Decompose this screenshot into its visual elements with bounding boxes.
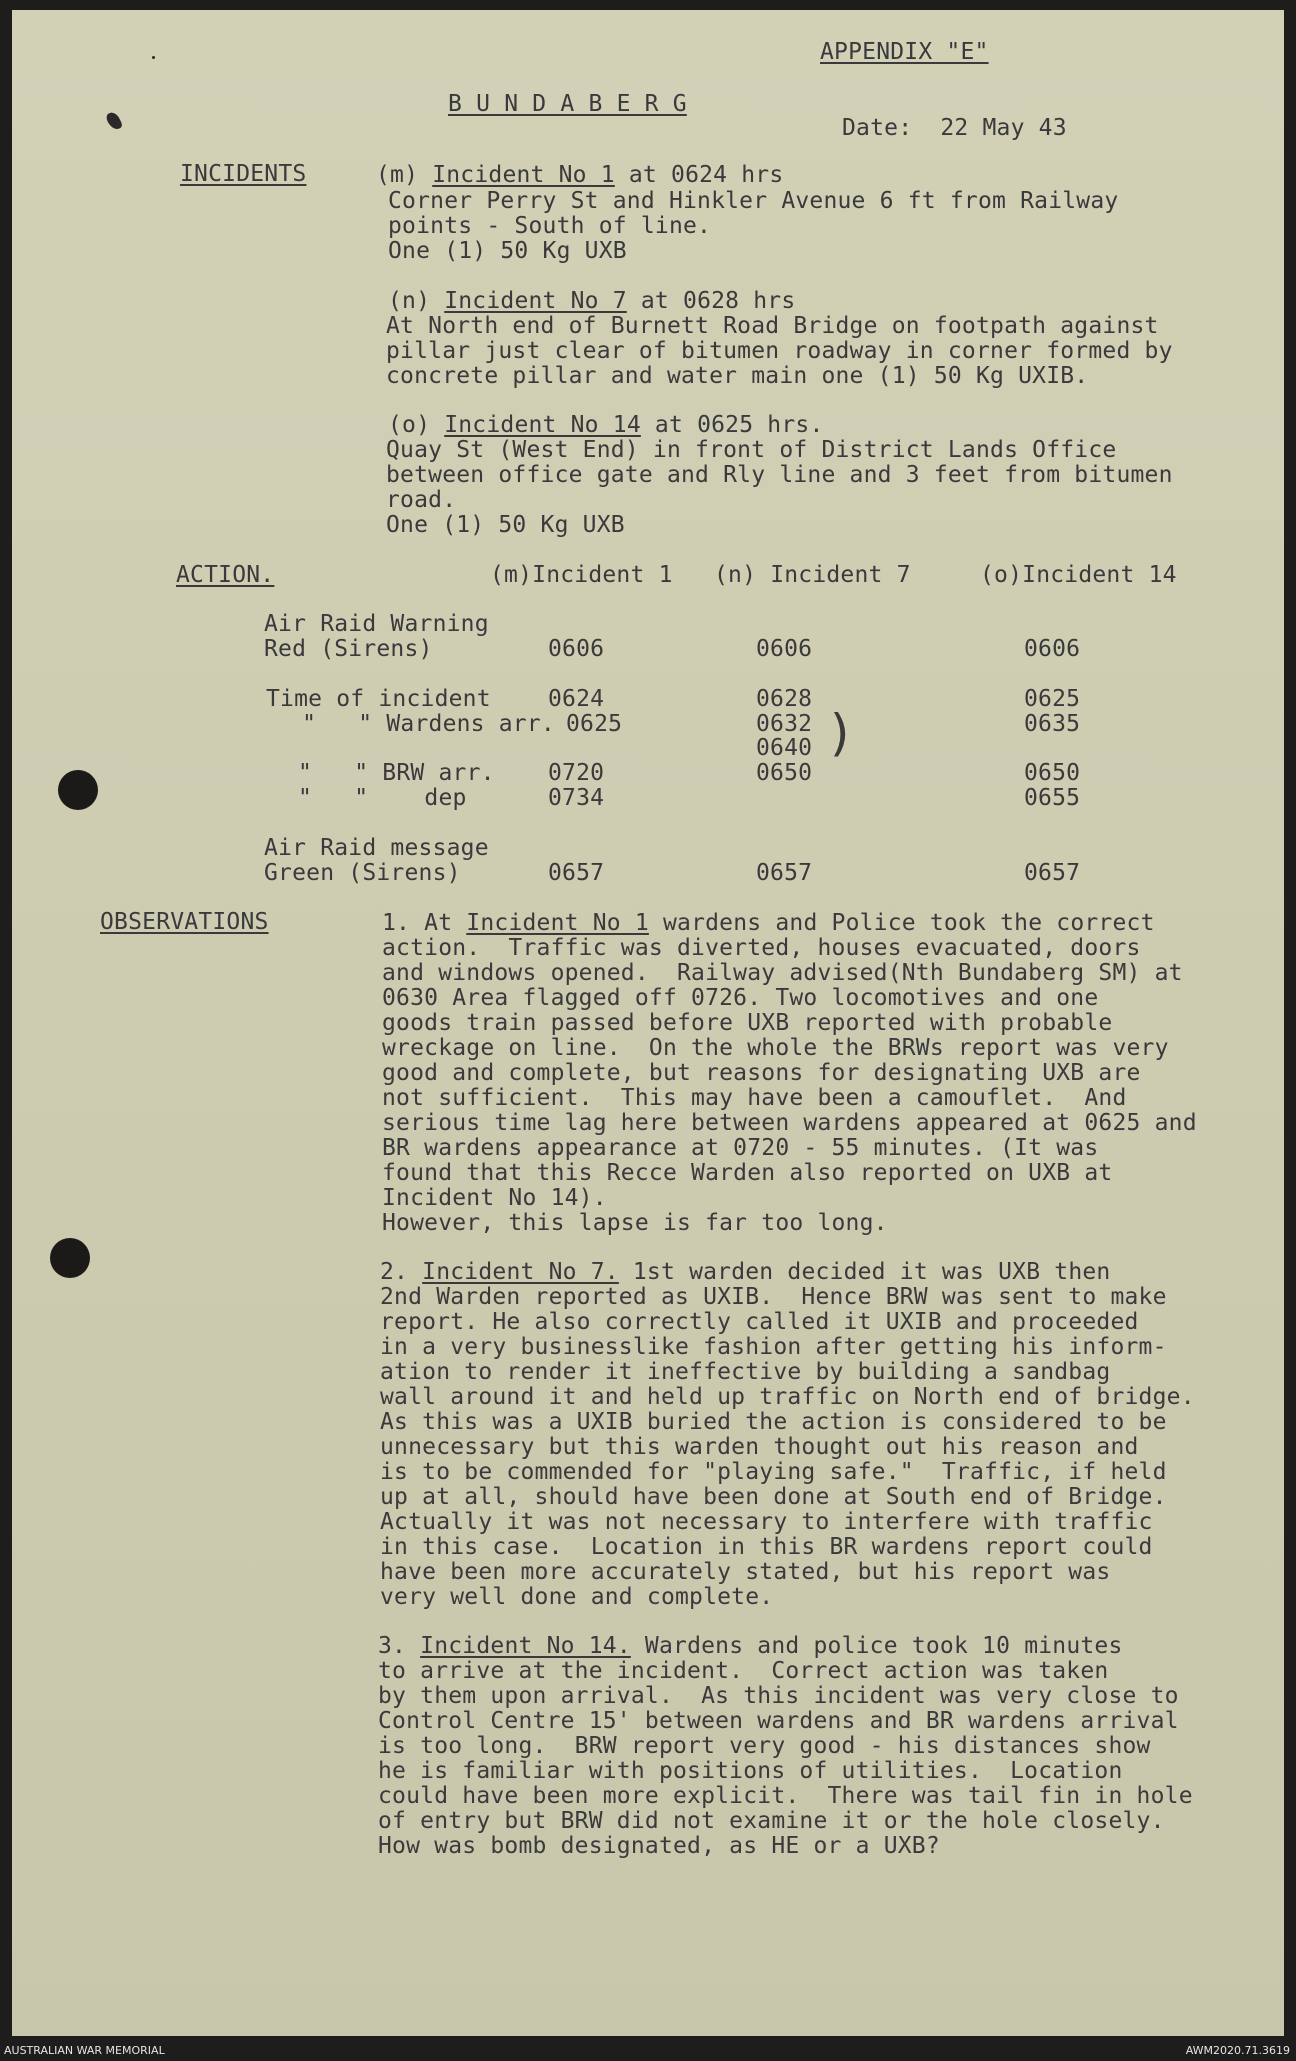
action-row-label: Red (Sirens) bbox=[264, 636, 433, 662]
incident-m-line: One (1) 50 Kg UXB bbox=[388, 238, 627, 264]
observation-3-line: by them upon arrival. As this incident was very close to bbox=[378, 1683, 1179, 1709]
observation-2-text: 1st warden decided it was UXB then bbox=[618, 1259, 1111, 1285]
incident-n-line: concrete pillar and water main one (1) 50 Kg UXIB. bbox=[386, 363, 1089, 389]
action-row-label: " " BRW arr. bbox=[298, 760, 495, 786]
observation-1-line: serious time lag here between wardens appeared at 0625 and bbox=[382, 1110, 1197, 1136]
observation-1-text: wardens and Police took the correct bbox=[648, 910, 1155, 936]
ink-dot bbox=[152, 56, 155, 59]
observation-2-line: in this case. Location in this BR wardens report could bbox=[380, 1534, 1153, 1560]
observation-3-first-line bbox=[378, 1634, 1123, 1659]
observation-2-line: Actually it was not necessary to interfere with traffic bbox=[380, 1509, 1153, 1535]
observation-3-line: How was bomb designated, as HE or a UXB? bbox=[378, 1833, 940, 1859]
observation-1-first-line bbox=[382, 911, 1155, 936]
action-column-header: (n) Incident 7 bbox=[714, 562, 911, 588]
observation-1-line: found that this Recce Warden also reported on UXB at bbox=[382, 1160, 1113, 1186]
bracket-mark: ) bbox=[830, 704, 850, 762]
incident-m-title: Incident No 1 bbox=[432, 162, 615, 188]
observation-1-line: goods train passed before UXB reported with probable bbox=[382, 1010, 1113, 1036]
action-cell-m: 0624 bbox=[548, 686, 605, 712]
action-cell-m: 0606 bbox=[548, 636, 605, 662]
punch-hole-bottom bbox=[50, 1238, 90, 1278]
observation-1-line: Incident No 14). bbox=[382, 1185, 607, 1211]
incident-o-time: at 0625 hrs. bbox=[640, 412, 824, 438]
observation-2-ref: Incident No 7. bbox=[422, 1259, 619, 1285]
action-column-header: (m)Incident 1 bbox=[490, 562, 673, 588]
incident-n-prefix: (n) bbox=[388, 288, 445, 314]
incident-n-time: at 0628 hrs bbox=[626, 288, 796, 314]
document-title: B U N D A B E R G bbox=[448, 91, 687, 117]
action-cell-n: 0657 bbox=[756, 860, 813, 886]
observation-2-line: is to be commended for "playing safe." Traffic, if held bbox=[380, 1459, 1167, 1485]
action-cell-o: 0650 bbox=[1024, 760, 1081, 786]
observation-2-line: As this was a UXIB buried the action is considered to be bbox=[380, 1409, 1167, 1435]
action-cell-n: 0640 bbox=[756, 735, 813, 761]
incident-n-header bbox=[388, 289, 795, 314]
action-row-label: Air Raid message bbox=[264, 835, 489, 861]
observation-2-first-line bbox=[380, 1260, 1110, 1285]
action-cell-o: 0625 bbox=[1024, 686, 1081, 712]
action-column-header: (o)Incident 14 bbox=[980, 562, 1177, 588]
action-cell-n: 0606 bbox=[756, 636, 813, 662]
incident-o-line: road. bbox=[386, 487, 457, 513]
action-heading: ACTION. bbox=[176, 562, 275, 588]
observation-2-line: unnecessary but this warden thought out his reason and bbox=[380, 1434, 1139, 1460]
observation-1-line: However, this lapse is far too long. bbox=[382, 1210, 888, 1236]
incident-o-line: One (1) 50 Kg UXB bbox=[386, 512, 625, 538]
action-cell-m: 0657 bbox=[548, 860, 605, 886]
observation-1-line: action. Traffic was diverted, houses evacuated, doors bbox=[382, 935, 1141, 961]
observation-2-line: 2nd Warden reported as UXIB. Hence BRW was sent to make bbox=[380, 1284, 1167, 1310]
incident-m-header bbox=[376, 163, 783, 188]
observation-3-ref: Incident No 14. bbox=[420, 1633, 631, 1659]
observation-3-line: Control Centre 15' between wardens and BR wardens arrival bbox=[378, 1708, 1179, 1734]
incident-m-line: points - South of line. bbox=[388, 213, 712, 239]
observation-1-line: good and complete, but reasons for designating UXB are bbox=[382, 1060, 1141, 1086]
incident-n-line: At North end of Burnett Road Bridge on footpath against bbox=[386, 313, 1159, 339]
observation-2-line: up at all, should have been done at South end of Bridge. bbox=[380, 1484, 1167, 1510]
observations-heading: OBSERVATIONS bbox=[100, 909, 269, 935]
observation-2-number: 2. bbox=[380, 1259, 423, 1285]
action-row-label: Time of incident bbox=[266, 686, 491, 712]
observation-1-line: wreckage on line. On the whole the BRWs report was very bbox=[382, 1035, 1169, 1061]
observation-3-line: he is familiar with positions of utilities. Location bbox=[378, 1758, 1123, 1784]
incident-o-prefix: (o) bbox=[388, 412, 445, 438]
document-date: Date: 22 May 43 bbox=[842, 115, 1067, 141]
action-cell-n: 0650 bbox=[756, 760, 813, 786]
incident-o-title: Incident No 14 bbox=[444, 412, 641, 438]
action-cell-m: 0625 bbox=[566, 711, 623, 737]
incident-o-line: between office gate and Rly line and 3 feet from bitumen bbox=[386, 462, 1173, 488]
observation-1-line: and windows opened. Railway advised(Nth Bundaberg SM) at bbox=[382, 960, 1183, 986]
observation-3-line: of entry but BRW did not examine it or the hole closely. bbox=[378, 1808, 1165, 1834]
incident-m-line: Corner Perry St and Hinkler Avenue 6 ft from Railway bbox=[388, 188, 1119, 214]
action-row-label: Green (Sirens) bbox=[264, 860, 461, 886]
incidents-heading: INCIDENTS bbox=[180, 161, 307, 187]
observation-3-line: is too long. BRW report very good - his distances show bbox=[378, 1733, 1151, 1759]
action-cell-o: 0635 bbox=[1024, 711, 1081, 737]
observation-1-line: not sufficient. This may have been a camouflet. And bbox=[382, 1085, 1127, 1111]
observation-2-line: have been more accurately stated, but his report was bbox=[380, 1559, 1111, 1585]
action-row-label: " " dep bbox=[298, 785, 467, 811]
observation-1-line: 0630 Area flagged off 0726. Two locomotives and one bbox=[382, 985, 1099, 1011]
action-cell-n: 0628 bbox=[756, 686, 813, 712]
appendix-label: APPENDIX "E" bbox=[820, 39, 989, 65]
footer-source: AUSTRALIAN WAR MEMORIAL bbox=[4, 2044, 165, 2057]
action-cell-m: 0734 bbox=[548, 785, 605, 811]
observation-2-line: report. He also correctly called it UXIB and proceeded bbox=[380, 1309, 1139, 1335]
observation-2-line: in a very businesslike fashion after getting his inform- bbox=[380, 1334, 1167, 1360]
incident-o-header bbox=[388, 413, 824, 438]
footer-accession-number: AWM2020.71.3619 bbox=[1185, 2044, 1290, 2057]
incident-m-prefix: (m) bbox=[376, 162, 433, 188]
incident-m-time: at 0624 hrs bbox=[614, 162, 784, 188]
observation-3-number: 3. bbox=[378, 1633, 421, 1659]
action-cell-n: 0632 bbox=[756, 711, 813, 737]
observation-3-text: Wardens and police took 10 minutes bbox=[630, 1633, 1123, 1659]
observation-2-line: very well done and complete. bbox=[380, 1584, 774, 1610]
incident-n-title: Incident No 7 bbox=[444, 288, 627, 314]
incident-o-line: Quay St (West End) in front of District Lands Office bbox=[386, 437, 1117, 463]
observation-1-line: BR wardens appearance at 0720 - 55 minutes. (It was bbox=[382, 1135, 1099, 1161]
action-cell-o: 0657 bbox=[1024, 860, 1081, 886]
action-cell-o: 0655 bbox=[1024, 785, 1081, 811]
observation-1-ref: Incident No 1 bbox=[466, 910, 649, 936]
action-row-label: " " Wardens arr. bbox=[274, 711, 555, 737]
observation-1-number: 1. At bbox=[382, 910, 467, 936]
observation-2-line: wall around it and held up traffic on North end of bridge. bbox=[380, 1384, 1195, 1410]
observation-3-line: to arrive at the incident. Correct action was taken bbox=[378, 1658, 1109, 1684]
incident-n-line: pillar just clear of bitumen roadway in corner formed by bbox=[386, 338, 1173, 364]
action-row-label: Air Raid Warning bbox=[264, 611, 489, 637]
action-cell-m: 0720 bbox=[548, 760, 605, 786]
observation-2-line: ation to render it ineffective by building a sandbag bbox=[380, 1359, 1111, 1385]
action-cell-o: 0606 bbox=[1024, 636, 1081, 662]
punch-hole-top bbox=[58, 770, 98, 810]
observation-3-line: could have been more explicit. There was tail fin in hole bbox=[378, 1783, 1193, 1809]
